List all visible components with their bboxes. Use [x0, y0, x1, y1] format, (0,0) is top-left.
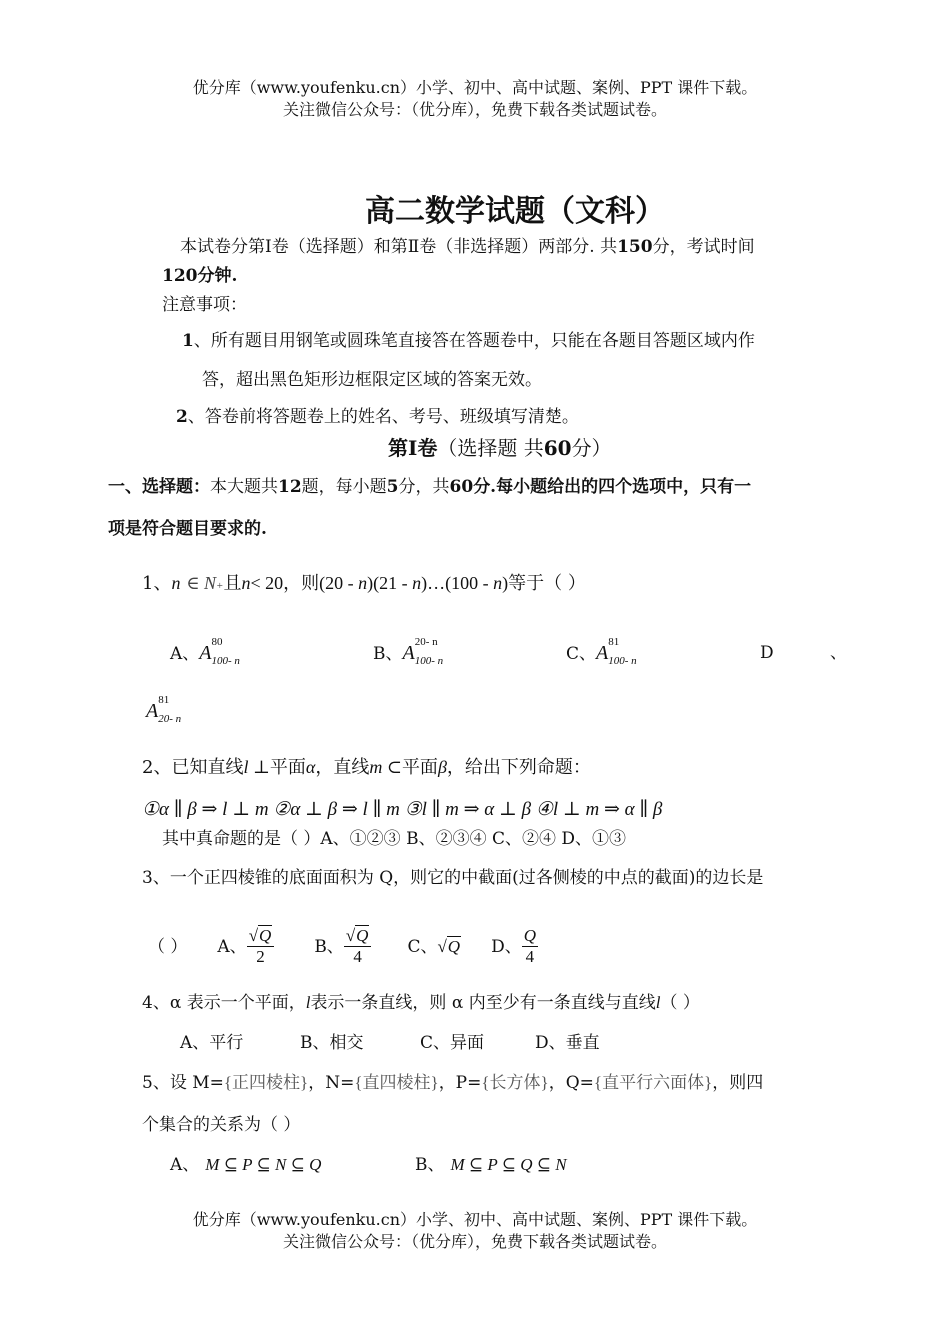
section-text: 分，共: [398, 477, 450, 497]
option-label: B、: [415, 1155, 445, 1175]
math-subscript: +: [216, 580, 224, 592]
permutation-symbol: A: [596, 642, 609, 664]
radicand: Q: [447, 936, 461, 956]
math-expr: )(21 -: [367, 573, 413, 593]
q2-answers: 其中真命题的是（ ）A、①②③ B、②③④ C、②④ D、①③: [162, 829, 627, 849]
question-text: （ ）: [660, 993, 700, 1013]
fraction-numerator: Q: [523, 926, 536, 945]
permutation-expr: [596, 636, 637, 667]
math-var: l: [655, 993, 661, 1012]
math-expr: )…(100 -: [421, 573, 494, 593]
section-text: 项是符合题目要求的.: [108, 519, 267, 539]
propositions: ①α ∥ β ⇒ l ⊥ m ②α ⊥ β ⇒ l ∥ m ③l ∥ m ⇒ α ⊥ β ④l ⊥ m ⇒ α ∥ β: [142, 799, 663, 820]
q3-options: [148, 926, 538, 967]
volume-score: 60: [543, 436, 572, 460]
permutation-sub: 100- n: [414, 655, 444, 667]
question-text: 平面: [269, 757, 306, 778]
q3-option-c-sqrt: √Q: [437, 936, 461, 956]
set-brace: {: [354, 1073, 363, 1092]
fraction-numerator: √Q: [344, 926, 372, 947]
question-3: 3、一个正四棱锥的底面面积为 Q，则它的中截面(过各侧棱的中点的截面)的边长是: [142, 868, 764, 888]
q4-option-b: B、相交: [300, 1033, 364, 1053]
intro-text-2: 分，考试时间: [652, 237, 755, 257]
radicand: Q: [356, 926, 369, 945]
fraction-denominator: 2: [256, 947, 265, 966]
option-label: D、: [491, 936, 522, 957]
fraction-numerator: √Q: [247, 926, 275, 947]
set-brace: {: [593, 1073, 603, 1092]
permutation-expr: [402, 636, 444, 667]
math-expr: m ⊂: [369, 757, 402, 777]
intro-text-3: 分钟.: [197, 266, 238, 286]
question-5-cont: 个集合的关系为（ ）: [142, 1115, 301, 1135]
permutation-sup: 80: [211, 636, 223, 648]
q2-propositions: [142, 798, 662, 821]
q5-option-b: [415, 1154, 567, 1176]
notice-item-2-number: 2: [176, 407, 188, 427]
math-set: ∈ N: [186, 573, 217, 593]
notice-item-1-text: 、所有题目用钢笔或圆珠笔直接答在答题卷中，只能在各题目答题区域内作: [193, 331, 755, 351]
fraction-denominator: 4: [353, 947, 362, 966]
notice-item-1-number: 1: [182, 331, 194, 351]
set-content: 正四棱柱: [232, 1073, 301, 1093]
permutation-sub: 100- n: [211, 655, 240, 667]
q1-option-b: [373, 636, 444, 667]
notice-item-1-cont: 答，超出黑色矩形边框限定区域的答案无效。: [202, 370, 542, 390]
question-text: ，则: [283, 573, 320, 594]
permutation-symbol: A: [199, 642, 212, 664]
q5-option-a: [170, 1154, 321, 1176]
option-label: A、: [170, 644, 200, 664]
option-expr: M ⊆ P ⊆ Q ⊆ N: [450, 1155, 567, 1174]
math-var: n: [241, 573, 251, 593]
question-count: 12: [278, 477, 302, 497]
radicand: Q: [259, 926, 272, 945]
points-total: 60: [449, 477, 474, 497]
permutation-sup: 81: [158, 694, 170, 706]
set-content: 直四棱柱: [362, 1073, 431, 1093]
math-expr: ): [502, 573, 509, 593]
page-title: 高二数学试题（文科）: [365, 194, 665, 229]
exam-time: 120: [162, 266, 198, 286]
page-footer-line1: 优分库（www.youfenku.cn）小学、初中、高中试题、案例、PPT 课件下载。: [192, 1210, 758, 1229]
permutation-sup: 20- n: [414, 636, 438, 648]
option-label: A、: [217, 936, 247, 957]
question-4: [142, 992, 700, 1014]
notice-item-2: [176, 406, 579, 428]
set-brace: }: [300, 1073, 309, 1092]
math-inequality: < 20: [250, 573, 284, 593]
math-var: n: [358, 573, 368, 593]
math-var: n: [412, 573, 422, 593]
page-header-line1: 优分库（www.youfenku.cn）小学、初中、高中试题、案例、PPT 课件下载。: [192, 78, 758, 97]
section-text: 题，每小题: [301, 477, 387, 497]
math-var: α: [305, 757, 316, 777]
q1-option-c: [566, 636, 637, 667]
question-text: 4、α 表示一个平面，: [142, 993, 306, 1013]
question-text: 平面: [401, 757, 438, 778]
option-label: B、: [373, 644, 403, 664]
set-brace: {: [223, 1073, 233, 1092]
option-expr: M ⊆ P ⊆ N ⊆ Q: [205, 1155, 322, 1174]
points-each: 5: [386, 477, 399, 497]
section-label: 一、选择题：: [108, 477, 210, 497]
intro-text: 本试卷分第Ⅰ卷（选择题）和第Ⅱ卷（非选择题）两部分. 共: [180, 237, 618, 257]
page-footer-line2: 关注微信公众号：（优分库），免费下载各类试题试卷。: [282, 1232, 667, 1251]
option-label: C、: [407, 936, 438, 957]
set-brace: }: [704, 1073, 713, 1092]
question-number: 2、: [142, 757, 172, 778]
volume-heading-bold: 第Ⅰ卷: [388, 436, 438, 460]
permutation-expr: [146, 694, 182, 725]
math-expr: l ⊥: [243, 757, 270, 777]
math-var: n: [493, 573, 503, 593]
permutation-expr: [199, 636, 240, 667]
volume-heading-end: 分）: [571, 436, 612, 460]
question-text: ，Q=: [548, 1073, 594, 1093]
q1-option-d-label: D: [760, 643, 774, 663]
question-text: 已知直线: [171, 757, 244, 778]
fraction-denominator: 4: [525, 947, 535, 966]
notice-item-2-text: 、答卷前将答题卷上的姓名、考号、班级填写清楚。: [187, 407, 579, 427]
question-text: ，P=: [438, 1073, 482, 1093]
question-2: [142, 756, 591, 779]
q3-option-d-fraction: [522, 926, 538, 967]
option-label: B、: [314, 936, 344, 957]
permutation-sub: 20- n: [158, 713, 182, 725]
section-1-instructions: [108, 476, 751, 498]
q1-option-a: [170, 636, 240, 667]
permutation-symbol: A: [146, 700, 159, 722]
math-var: β: [437, 757, 447, 777]
q1-option-d-separator: 、: [830, 643, 847, 663]
set-content: 直平行六面体: [602, 1073, 705, 1093]
option-label: C、: [566, 644, 597, 664]
question-text: 表示一条直线，则 α 内至少有一条直线与直线: [310, 993, 656, 1013]
q4-option-d: D、垂直: [535, 1033, 600, 1053]
set-brace: }: [430, 1073, 439, 1092]
q4-option-a: A、平行: [180, 1033, 244, 1053]
question-text: ，则四: [712, 1073, 764, 1093]
section-1-instructions-cont: [108, 518, 267, 540]
question-1: [142, 572, 586, 597]
question-number: 1、: [142, 573, 172, 594]
section-text: 本大题共: [210, 477, 278, 497]
set-content: 长方体: [489, 1073, 541, 1093]
q4-option-c: C、异面: [420, 1033, 485, 1053]
notice-heading: 注意事项：: [162, 295, 247, 315]
math-expr: (20 -: [319, 573, 359, 593]
math-var: l: [305, 993, 311, 1012]
question-text: 等于（ ）: [508, 573, 586, 594]
intro-line: [180, 236, 755, 258]
permutation-sup: 81: [608, 636, 620, 648]
question-text: ，N=: [308, 1073, 355, 1093]
set-brace: }: [540, 1073, 549, 1092]
question-text: ，直线: [315, 757, 370, 778]
permutation-symbol: A: [402, 642, 415, 664]
q1-option-d: [146, 694, 182, 725]
volume-heading: [388, 432, 612, 461]
question-text: ，给出下列命题：: [446, 757, 591, 778]
total-score: 150: [617, 237, 653, 257]
permutation-sub: 100- n: [608, 655, 637, 667]
question-text: 5、设 M=: [142, 1073, 224, 1093]
q3-option-b-fraction: [344, 926, 372, 967]
answer-paren: （ ）: [148, 936, 188, 957]
math-var: n: [171, 573, 181, 593]
question-text: 且: [223, 573, 242, 594]
set-brace: {: [481, 1073, 490, 1092]
volume-heading-text: （选择题 共: [437, 436, 544, 460]
option-label: A、: [170, 1155, 200, 1175]
page-header-line2: 关注微信公众号：（优分库），免费下载各类试题试卷。: [282, 100, 667, 119]
question-5: [142, 1072, 763, 1094]
section-text: 分.每小题给出的四个选项中，只有一: [473, 477, 752, 497]
q3-option-a-fraction: [247, 926, 275, 967]
notice-item-1: [182, 330, 755, 352]
intro-line-2: [162, 265, 237, 287]
